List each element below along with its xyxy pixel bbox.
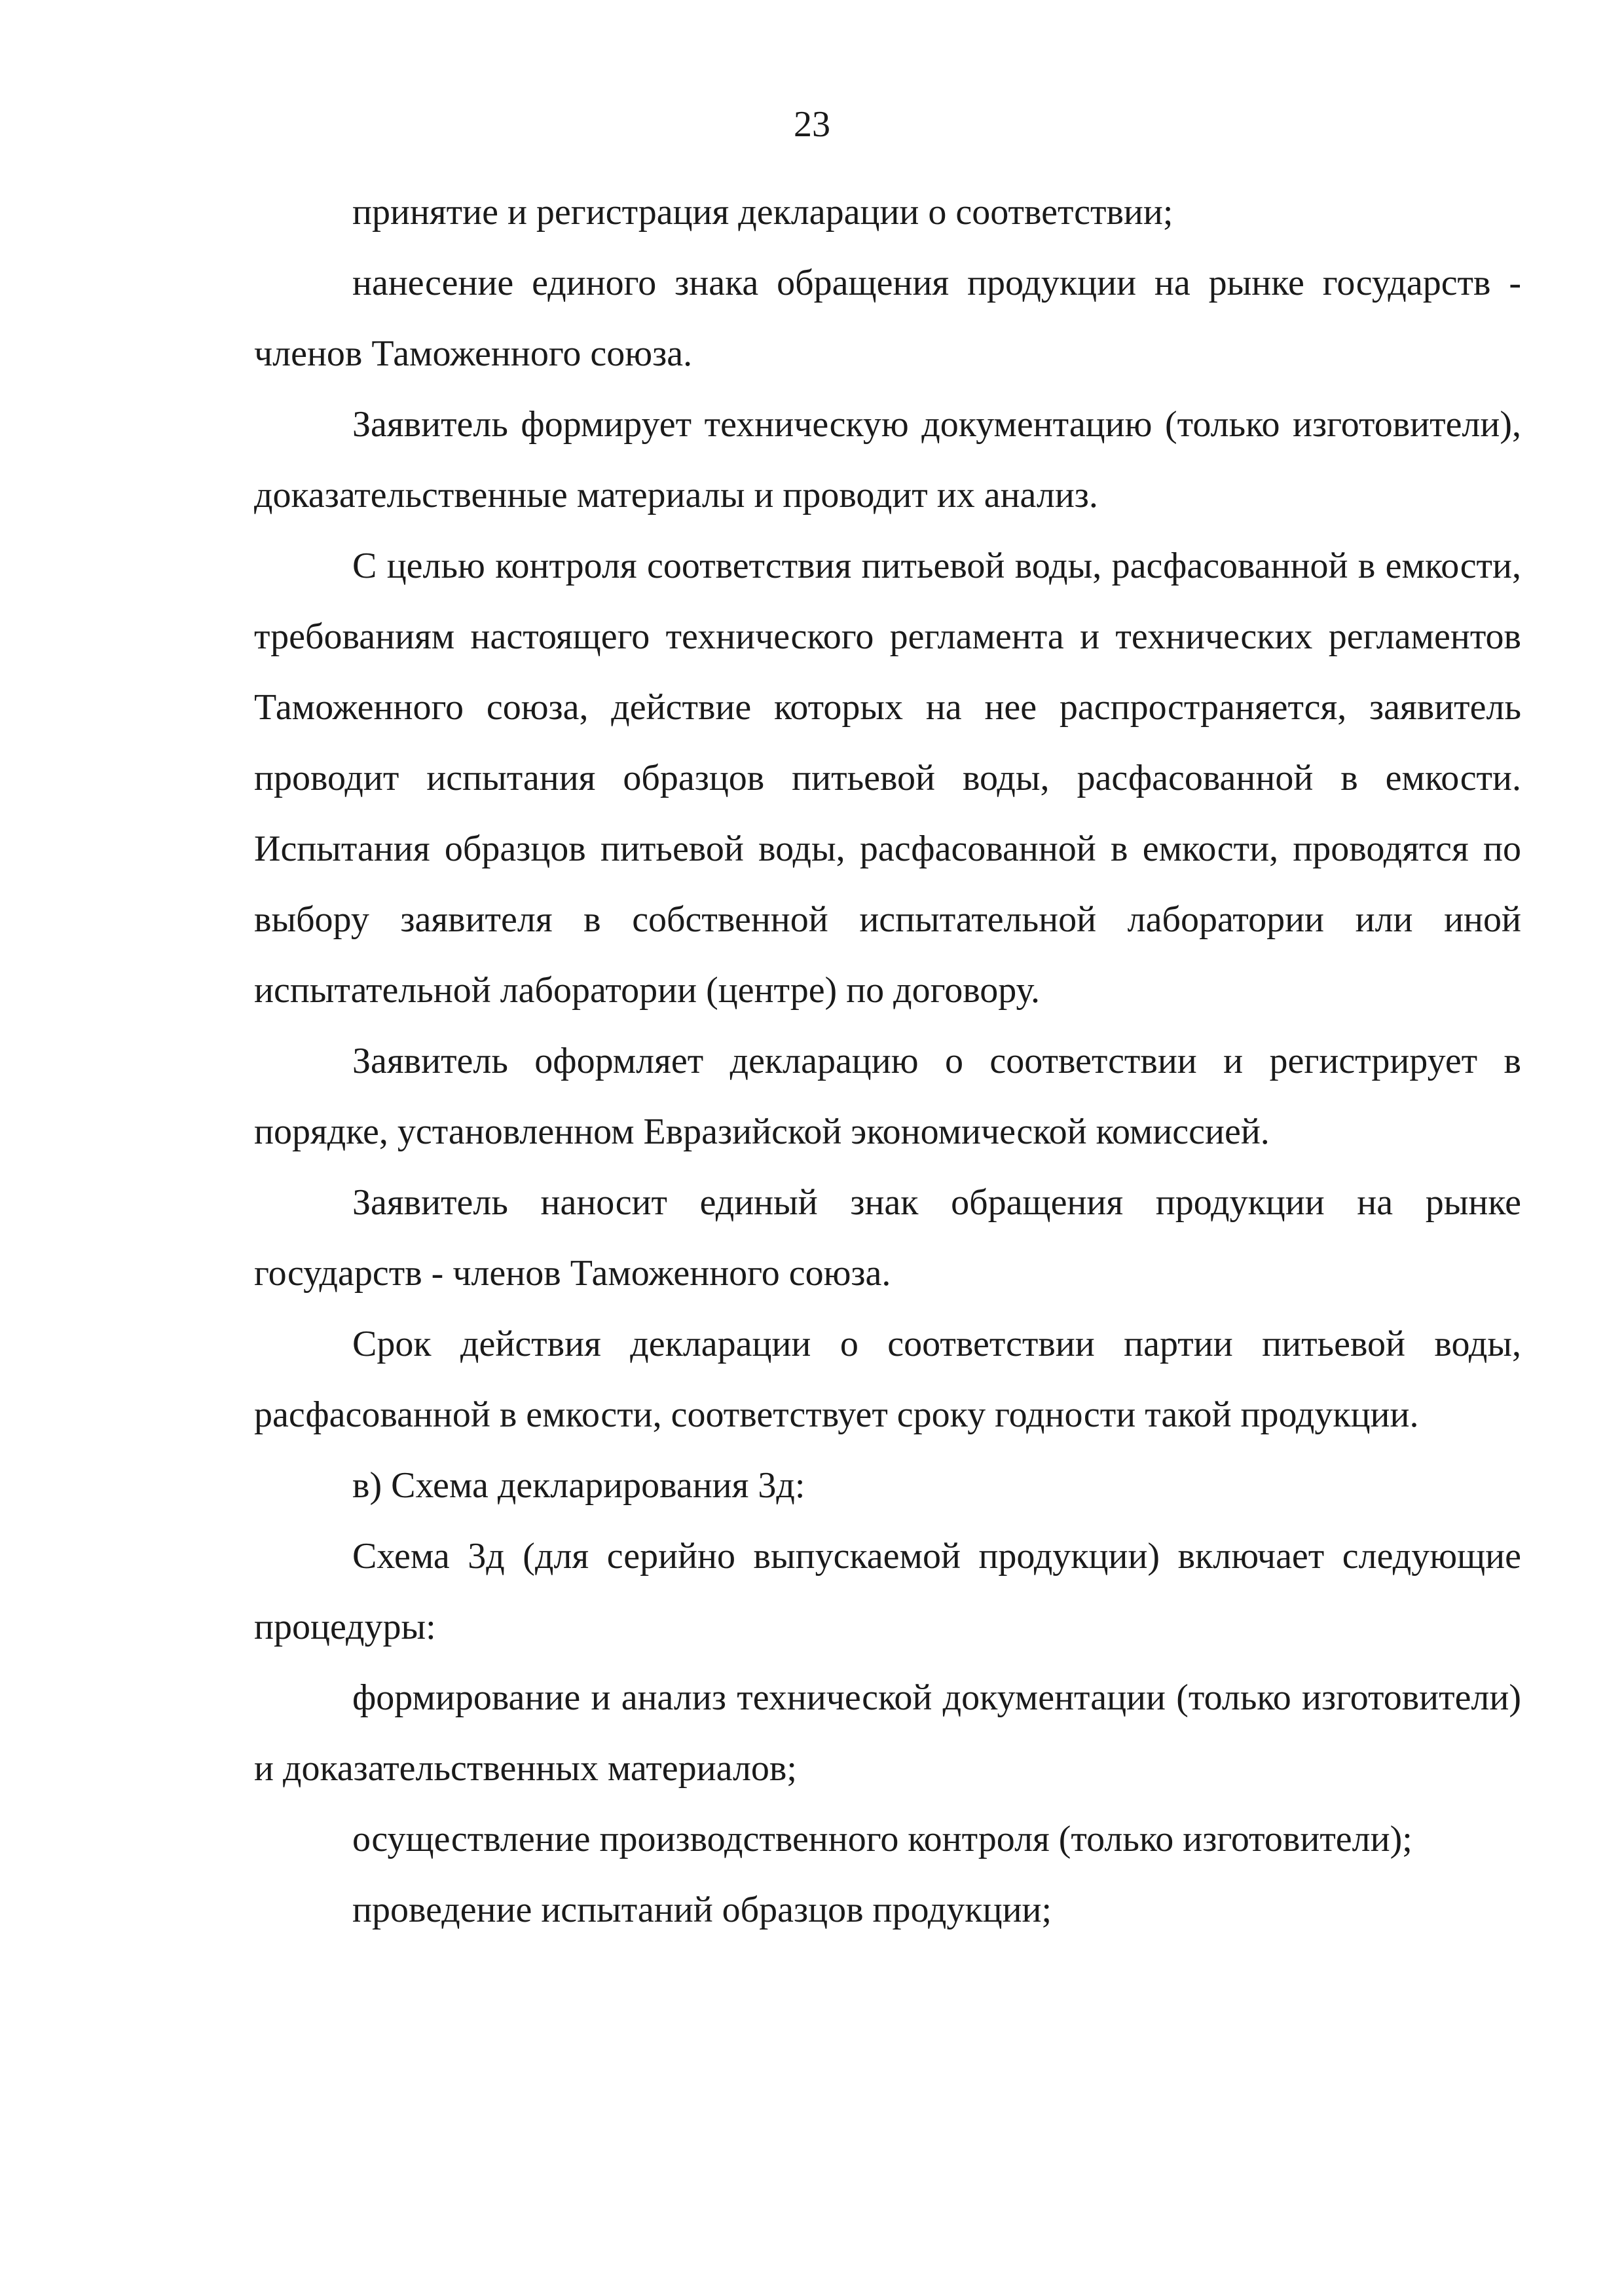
document-body xyxy=(254,177,1521,1945)
paragraph: С целью контроля соответствия питьевой воды, расфасованной в емкости, требованиям настоящего технического регламента и технических регламентов Таможенного союза, действие которых на нее распространяется, заявитель проводит испытания образцов питьевой воды, расфасованной в емкости. Испытания образцов питьевой воды, расфасованной в емкости, проводятся по выбору заявителя в собственной испытательной лаборатории или иной испытательной лаборатории (центре) по договору. xyxy=(254,546,1521,1011)
paragraph: формирование и анализ технической документации (только изготовители) и доказательственных материалов; xyxy=(254,1677,1521,1789)
paragraph: проведение испытаний образцов продукции; xyxy=(352,1890,1052,1930)
paragraph: в) Схема декларирования 3д: xyxy=(352,1465,805,1506)
paragraph: осуществление производственного контроля (только изготовители); xyxy=(352,1819,1412,1859)
paragraph: Срок действия декларации о соответствии партии питьевой воды, расфасованной в емкости, соответствует сроку годности такой продукции. xyxy=(254,1324,1521,1435)
paragraph: нанесение единого знака обращения продукции на рынке государств - членов Таможенного союза. xyxy=(254,263,1521,374)
paragraph: Заявитель наносит единый знак обращения продукции на рынке государств - членов Таможенного союза. xyxy=(254,1182,1521,1294)
paragraph: Заявитель формирует техническую документацию (только изготовители), доказательственные материалы и проводит их анализ. xyxy=(254,404,1521,515)
paragraph: Заявитель оформляет декларацию о соответствии и регистрирует в порядке, установленном Евразийской экономической комиссией. xyxy=(254,1041,1521,1152)
paragraph: принятие и регистрация декларации о соответствии; xyxy=(352,192,1173,233)
paragraph: Схема 3д (для серийно выпускаемой продукции) включает следующие процедуры: xyxy=(254,1536,1521,1647)
page-number: 23 xyxy=(794,104,830,145)
